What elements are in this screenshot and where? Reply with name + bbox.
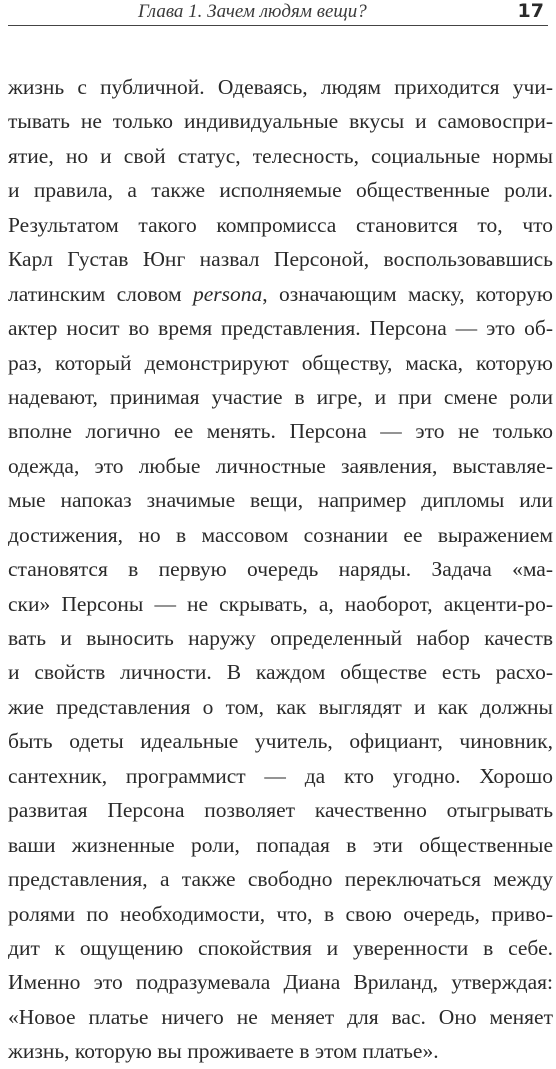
text-line-with-italic [8, 277, 553, 311]
text-line: мые напоказ значимые вещи, например дипломы или [8, 488, 553, 513]
text-run: латинским словом [8, 281, 193, 306]
text-line: ски» Персоны — не скрывать, а, наоборот, акценти-ро- [8, 591, 553, 616]
chapter-title: Глава 1. Зачем людям вещи? [138, 1, 367, 22]
text-line: достижения, но в массовом сознании ее выражением [8, 522, 553, 547]
text-line: актер носит во время представления. Персона — это об- [8, 316, 553, 341]
text-line: ролями по необходимости, что, в свою очередь, приво- [8, 901, 553, 926]
text-line: становятся в первую очередь наряды. Задача «ма- [8, 557, 553, 582]
text-line: ятие, но и свой статус, телесность, социальные нормы [8, 143, 553, 168]
text-line: одежда, это любые личностные заявления, выставляе- [8, 453, 553, 478]
text-line: вать и выносить наружу определенный набор качеств [8, 626, 553, 650]
body-text [8, 70, 553, 1069]
text-line: быть одеты идеальные учитель, официант, чиновник, [8, 729, 553, 754]
text-line: вполне логично ее менять. Персона — это не только [8, 419, 553, 444]
text-line: жизнь, которую вы проживаете в этом платье». [8, 1039, 439, 1064]
text-line: дит к ощущению спокойствия и уверенности в себе. [8, 935, 553, 960]
text-line: тывать не только индивидуальные вкусы и самовоспри- [8, 109, 553, 134]
text-line: развитая Персона позволяет качественно отыгрывать [8, 798, 553, 823]
text-line: Результатом такого компромисса становится то, что [8, 212, 553, 237]
text-line: надевают, принимая участие в игре, и при смене роли [8, 384, 553, 409]
text-run: , означающим маску, которую [262, 281, 553, 306]
running-header [8, 0, 548, 26]
text-line: ваши жизненные роли, попадая в эти общественные [8, 832, 553, 857]
text-line: и свойств личности. В каждом обществе есть расхо- [8, 660, 553, 685]
italic-term: persona [193, 281, 263, 306]
text-line: Карл Густав Юнг назвал Персоной, воспользовавшись [8, 247, 553, 272]
text-line: сантехник, программист — да кто угодно. Хорошо [8, 763, 553, 788]
text-line: жизнь с публичной. Одеваясь, людям приходится учи- [8, 75, 553, 99]
text-line: представления, а также свободно переключаться между [8, 867, 553, 892]
page-number: 17 [517, 0, 544, 22]
text-line: и правила, а также исполняемые общественные роли. [8, 178, 553, 203]
text-line: жие представления о том, как выглядят и как должны [8, 694, 553, 719]
text-line: раз, который демонстрируют обществу, маска, которую [8, 350, 553, 375]
text-line: «Новое платье ничего не меняет для вас. Оно меняет [8, 1004, 553, 1029]
text-line: Именно это подразумевала Диана Вриланд, утверждая: [8, 970, 553, 995]
